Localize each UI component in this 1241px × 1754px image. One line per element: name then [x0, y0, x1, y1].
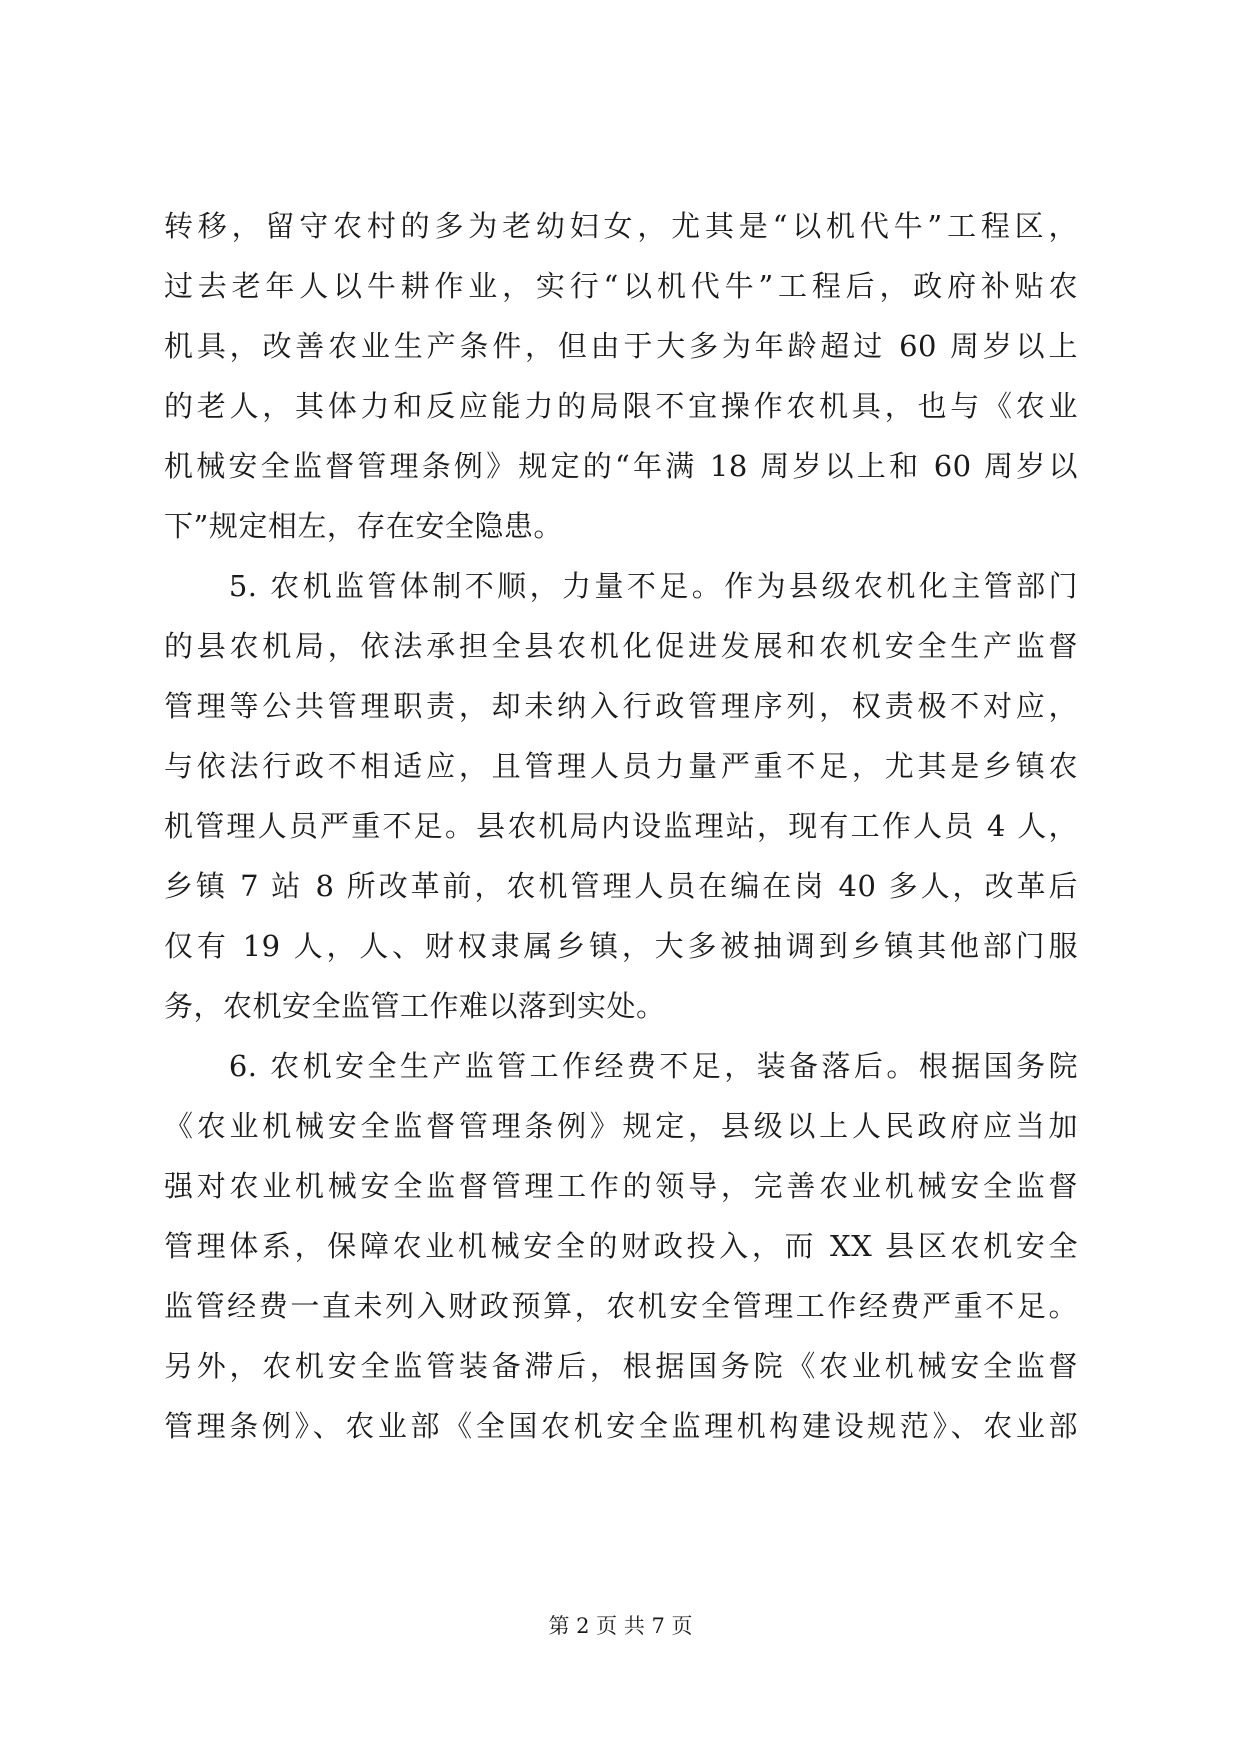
text-line: 管理体系，保障农业机械安全的财政投入，而 XX 县区农机安全: [164, 1229, 1078, 1263]
page-number-footer: 第 2 页 共 7 页: [548, 1614, 693, 1638]
text-line: 仅有 19 人，人、财权隶属乡镇，大多被抽调到乡镇其他部门服: [164, 929, 1078, 963]
text-line: 下”规定相左，存在安全隐患。: [164, 509, 563, 543]
text-line: 与依法行政不相适应，且管理人员力量严重不足，尤其是乡镇农: [164, 749, 1078, 783]
text-line: 乡镇 7 站 8 所改革前，农机管理人员在编在岗 40 多人，改革后: [164, 869, 1078, 903]
text-line: 管理等公共管理职责，却未纳入行政管理序列，权责极不对应，: [164, 689, 1078, 723]
text-line: 机械安全监督管理条例》规定的“年满 18 周岁以上和 60 周岁以: [164, 449, 1078, 483]
text-line: 过去老年人以牛耕作业，实行“以机代牛”工程后，政府补贴农: [164, 269, 1078, 303]
text-line: 另外，农机安全监管装备滞后，根据国务院《农业机械安全监督: [164, 1349, 1078, 1383]
text-line: 5. 农机监管体制不顺，力量不足。作为县级农机化主管部门: [164, 569, 1078, 603]
text-line: 6. 农机安全生产监管工作经费不足，装备落后。根据国务院: [164, 1049, 1078, 1083]
text-line: 转移，留守农村的多为老幼妇女，尤其是“以机代牛”工程区，: [164, 209, 1078, 243]
text-line: 务，农机安全监管工作难以落到实处。: [164, 989, 666, 1023]
text-line: 管理条例》、农业部《全国农机安全监理机构建设规范》、农业部: [164, 1409, 1078, 1443]
text-line: 机具，改善农业生产条件，但由于大多为年龄超过 60 周岁以上: [164, 329, 1078, 363]
text-line: 机管理人员严重不足。县农机局内设监理站，现有工作人员 4 人，: [164, 809, 1078, 843]
text-line: 强对农业机械安全监督管理工作的领导，完善农业机械安全监督: [164, 1169, 1078, 1203]
body-text: [164, 196, 1078, 1456]
text-line: 《农业机械安全监督管理条例》规定，县级以上人民政府应当加: [164, 1109, 1078, 1143]
text-line: 的县农机局，依法承担全县农机化促进发展和农机安全生产监督: [164, 629, 1078, 663]
text-line: 监管经费一直未列入财政预算，农机安全管理工作经费严重不足。: [164, 1289, 1078, 1323]
text-line: 的老人，其体力和反应能力的局限不宜操作农机具，也与《农业: [164, 389, 1078, 423]
